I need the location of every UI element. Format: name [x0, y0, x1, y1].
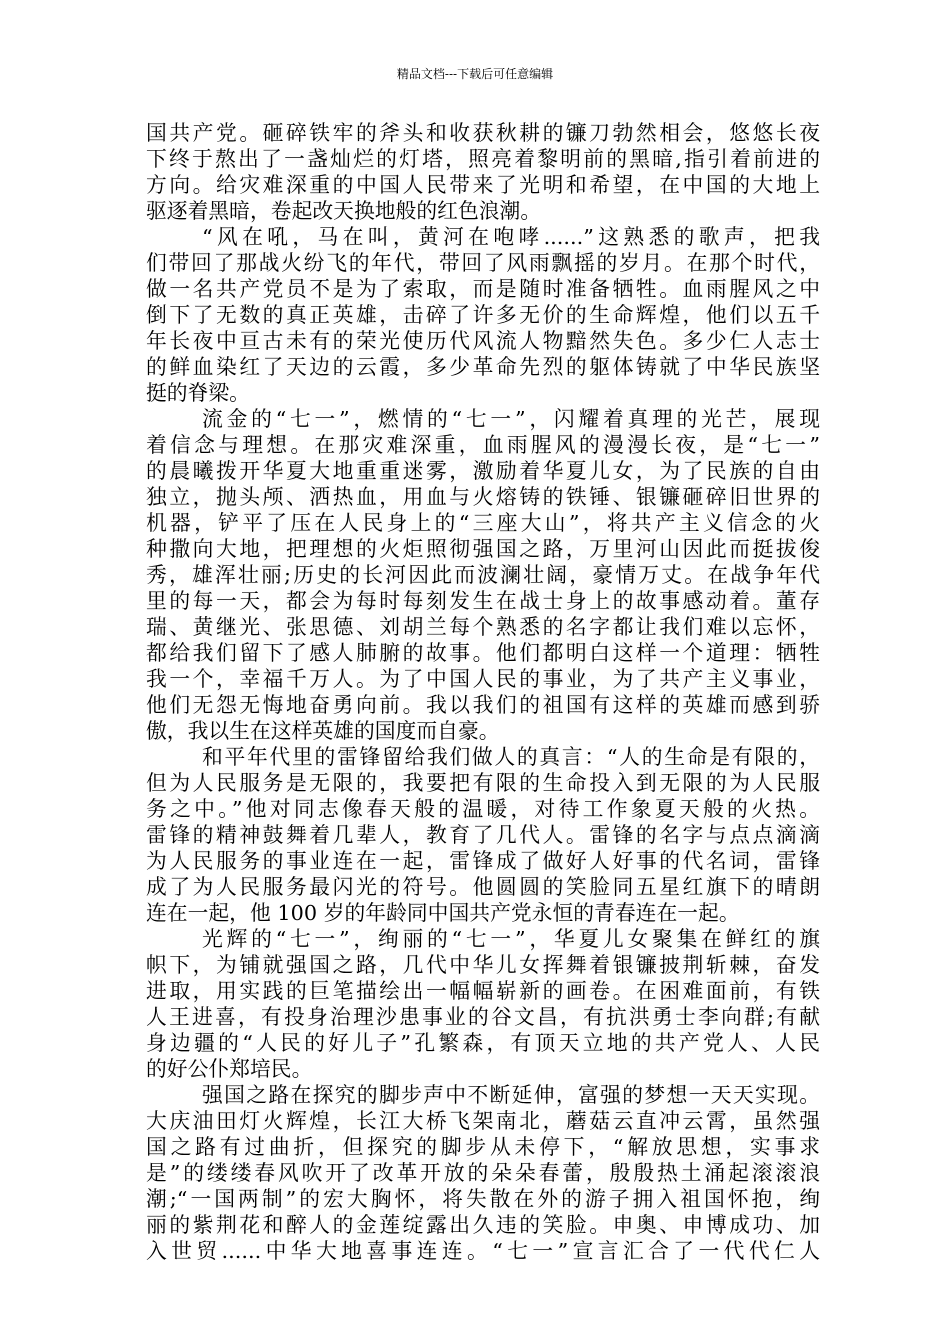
text-line: 务之中。”他对同志像春天般的温暖，对待工作象夏天般的火热。	[146, 797, 820, 821]
text-line: 但为人民服务是无限的，我要把有限的生命投入到无限的为人民服	[146, 771, 820, 795]
text-line: 入世贸......中华大地喜事连连。“七一”宣言汇合了一代代仁人	[146, 1239, 820, 1263]
paragraph-first-line: 和平年代里的雷锋留给我们做人的真言：“人的生命是有限的，	[202, 745, 820, 769]
text-line: 秀，雄浑壮丽;历史的长河因此而波澜壮阔，豪情万丈。在战争年代	[146, 563, 820, 587]
text-line: 连在一起，他 100 岁的年龄同中国共产党永恒的青春连在一起。	[146, 901, 740, 925]
text-line: 挺的脊梁。	[146, 381, 250, 405]
text-line: 傲，我以生在这样英雄的国度而自豪。	[146, 719, 500, 743]
text-line: 们带回了那战火纷飞的年代，带回了风雨飘摇的岁月。在那个时代，	[146, 251, 820, 275]
text-line: 潮;“一国两制”的宏大胸怀，将失散在外的游子拥入祖国怀抱，绚	[146, 1187, 820, 1211]
text-line: 做一名共产党员不是为了索取，而是随时准备牺牲。血雨腥风之中	[146, 277, 820, 301]
text-line: 倒下了无数的真正英雄，击碎了许多无价的生命辉煌，他们以五千	[146, 303, 820, 327]
text-line: 着信念与理想。在那灾难深重，血雨腥风的漫漫长夜，是“七一”	[146, 433, 820, 457]
text-line: 瑞、黄继光、张思德、刘胡兰每个熟悉的名字都让我们难以忘怀，	[146, 615, 820, 639]
text-line: 的好公仆郑培民。	[146, 1057, 313, 1081]
text-line: 国共产党。砸碎铁牢的斧头和收获秋耕的镰刀勃然相会，悠悠长夜	[146, 121, 820, 145]
text-line: 丽的紫荆花和醉人的金莲绽露出久违的笑脸。申奥、申博成功、加	[146, 1213, 820, 1237]
text-line: 为人民服务的事业连在一起，雷锋成了做好人好事的代名词，雷锋	[146, 849, 820, 873]
text-line: 的晨曦拨开华夏大地重重迷雾，激励着华夏儿女，为了民族的自由	[146, 459, 820, 483]
text-line: 下终于熬出了一盏灿烂的灯塔，照亮着黎明前的黑暗,指引着前进的	[146, 147, 820, 171]
paragraph-first-line: 光辉的“七一”，绚丽的“七一”，华夏儿女聚集在鲜红的旗	[202, 927, 820, 951]
text-line: 是”的缕缕春风吹开了改革开放的朵朵春蕾，殷殷热土涌起滚滚浪	[146, 1161, 820, 1185]
text-line: 里的每一天，都会为每时每刻发生在战士身上的故事感动着。董存	[146, 589, 820, 613]
page-header: 精品文档---下载后可任意编辑	[396, 67, 554, 81]
text-line: 年长夜中亘古未有的荣光使历代风流人物黯然失色。多少仁人志士	[146, 329, 820, 353]
text-line: 独立，抛头颅、洒热血，用血与火熔铸的铁锤、银镰砸碎旧世界的	[146, 485, 820, 509]
text-line: 的鲜血染红了天边的云霞，多少革命先烈的躯体铸就了中华民族坚	[146, 355, 820, 379]
text-line: 方向。给灾难深重的中国人民带来了光明和希望，在中国的大地上	[146, 173, 820, 197]
text-line: 他们无怨无悔地奋勇向前。我以我们的祖国有这样的英雄而感到骄	[146, 693, 820, 717]
paragraph-first-line: 强国之路在探究的脚步声中不断延伸，富强的梦想一天天实现。	[202, 1083, 820, 1107]
text-line: 都给我们留下了感人肺腑的故事。他们都明白这样一个道理：牺牲	[146, 641, 820, 665]
text-line: 种撒向大地，把理想的火炬照彻强国之路，万里河山因此而挺拔俊	[146, 537, 820, 561]
document-body	[146, 120, 820, 1264]
text-line: 国之路有过曲折，但探究的脚步从未停下，“解放思想，实事求	[146, 1135, 820, 1159]
text-line: 成了为人民服务最闪光的符号。他圆圆的笑脸同五星红旗下的晴朗	[146, 875, 820, 899]
text-line: 身边疆的“人民的好儿子”孔繁森，有顶天立地的共产党人、人民	[146, 1031, 820, 1055]
paragraph-first-line: 流金的“七一”，燃情的“七一”，闪耀着真理的光芒，展现	[202, 407, 820, 431]
text-line: 驱逐着黑暗，卷起改天换地般的红色浪潮。	[146, 199, 542, 223]
text-line: 机器，铲平了压在人民身上的“三座大山”，将共产主义信念的火	[146, 511, 820, 535]
text-line: 人王进喜，有投身治理沙患事业的谷文昌，有抗洪勇士李向群;有献	[146, 1005, 820, 1029]
text-line: 大庆油田灯火辉煌，长江大桥飞架南北，蘑菇云直冲云霄，虽然强	[146, 1109, 820, 1133]
text-line: 帜下，为铺就强国之路，几代中华儿女挥舞着银镰披荆斩棘，奋发	[146, 953, 820, 977]
paragraph-first-line: “风在吼，马在叫，黄河在咆哮......”这熟悉的歌声，把我	[202, 225, 820, 249]
text-line: 进取，用实践的巨笔描绘出一幅幅崭新的画卷。在困难面前，有铁	[146, 979, 820, 1003]
text-line: 雷锋的精神鼓舞着几辈人，教育了几代人。雷锋的名字与点点滴滴	[146, 823, 820, 847]
text-line: 我一个，幸福千万人。为了中国人民的事业，为了共产主义事业，	[146, 667, 820, 691]
